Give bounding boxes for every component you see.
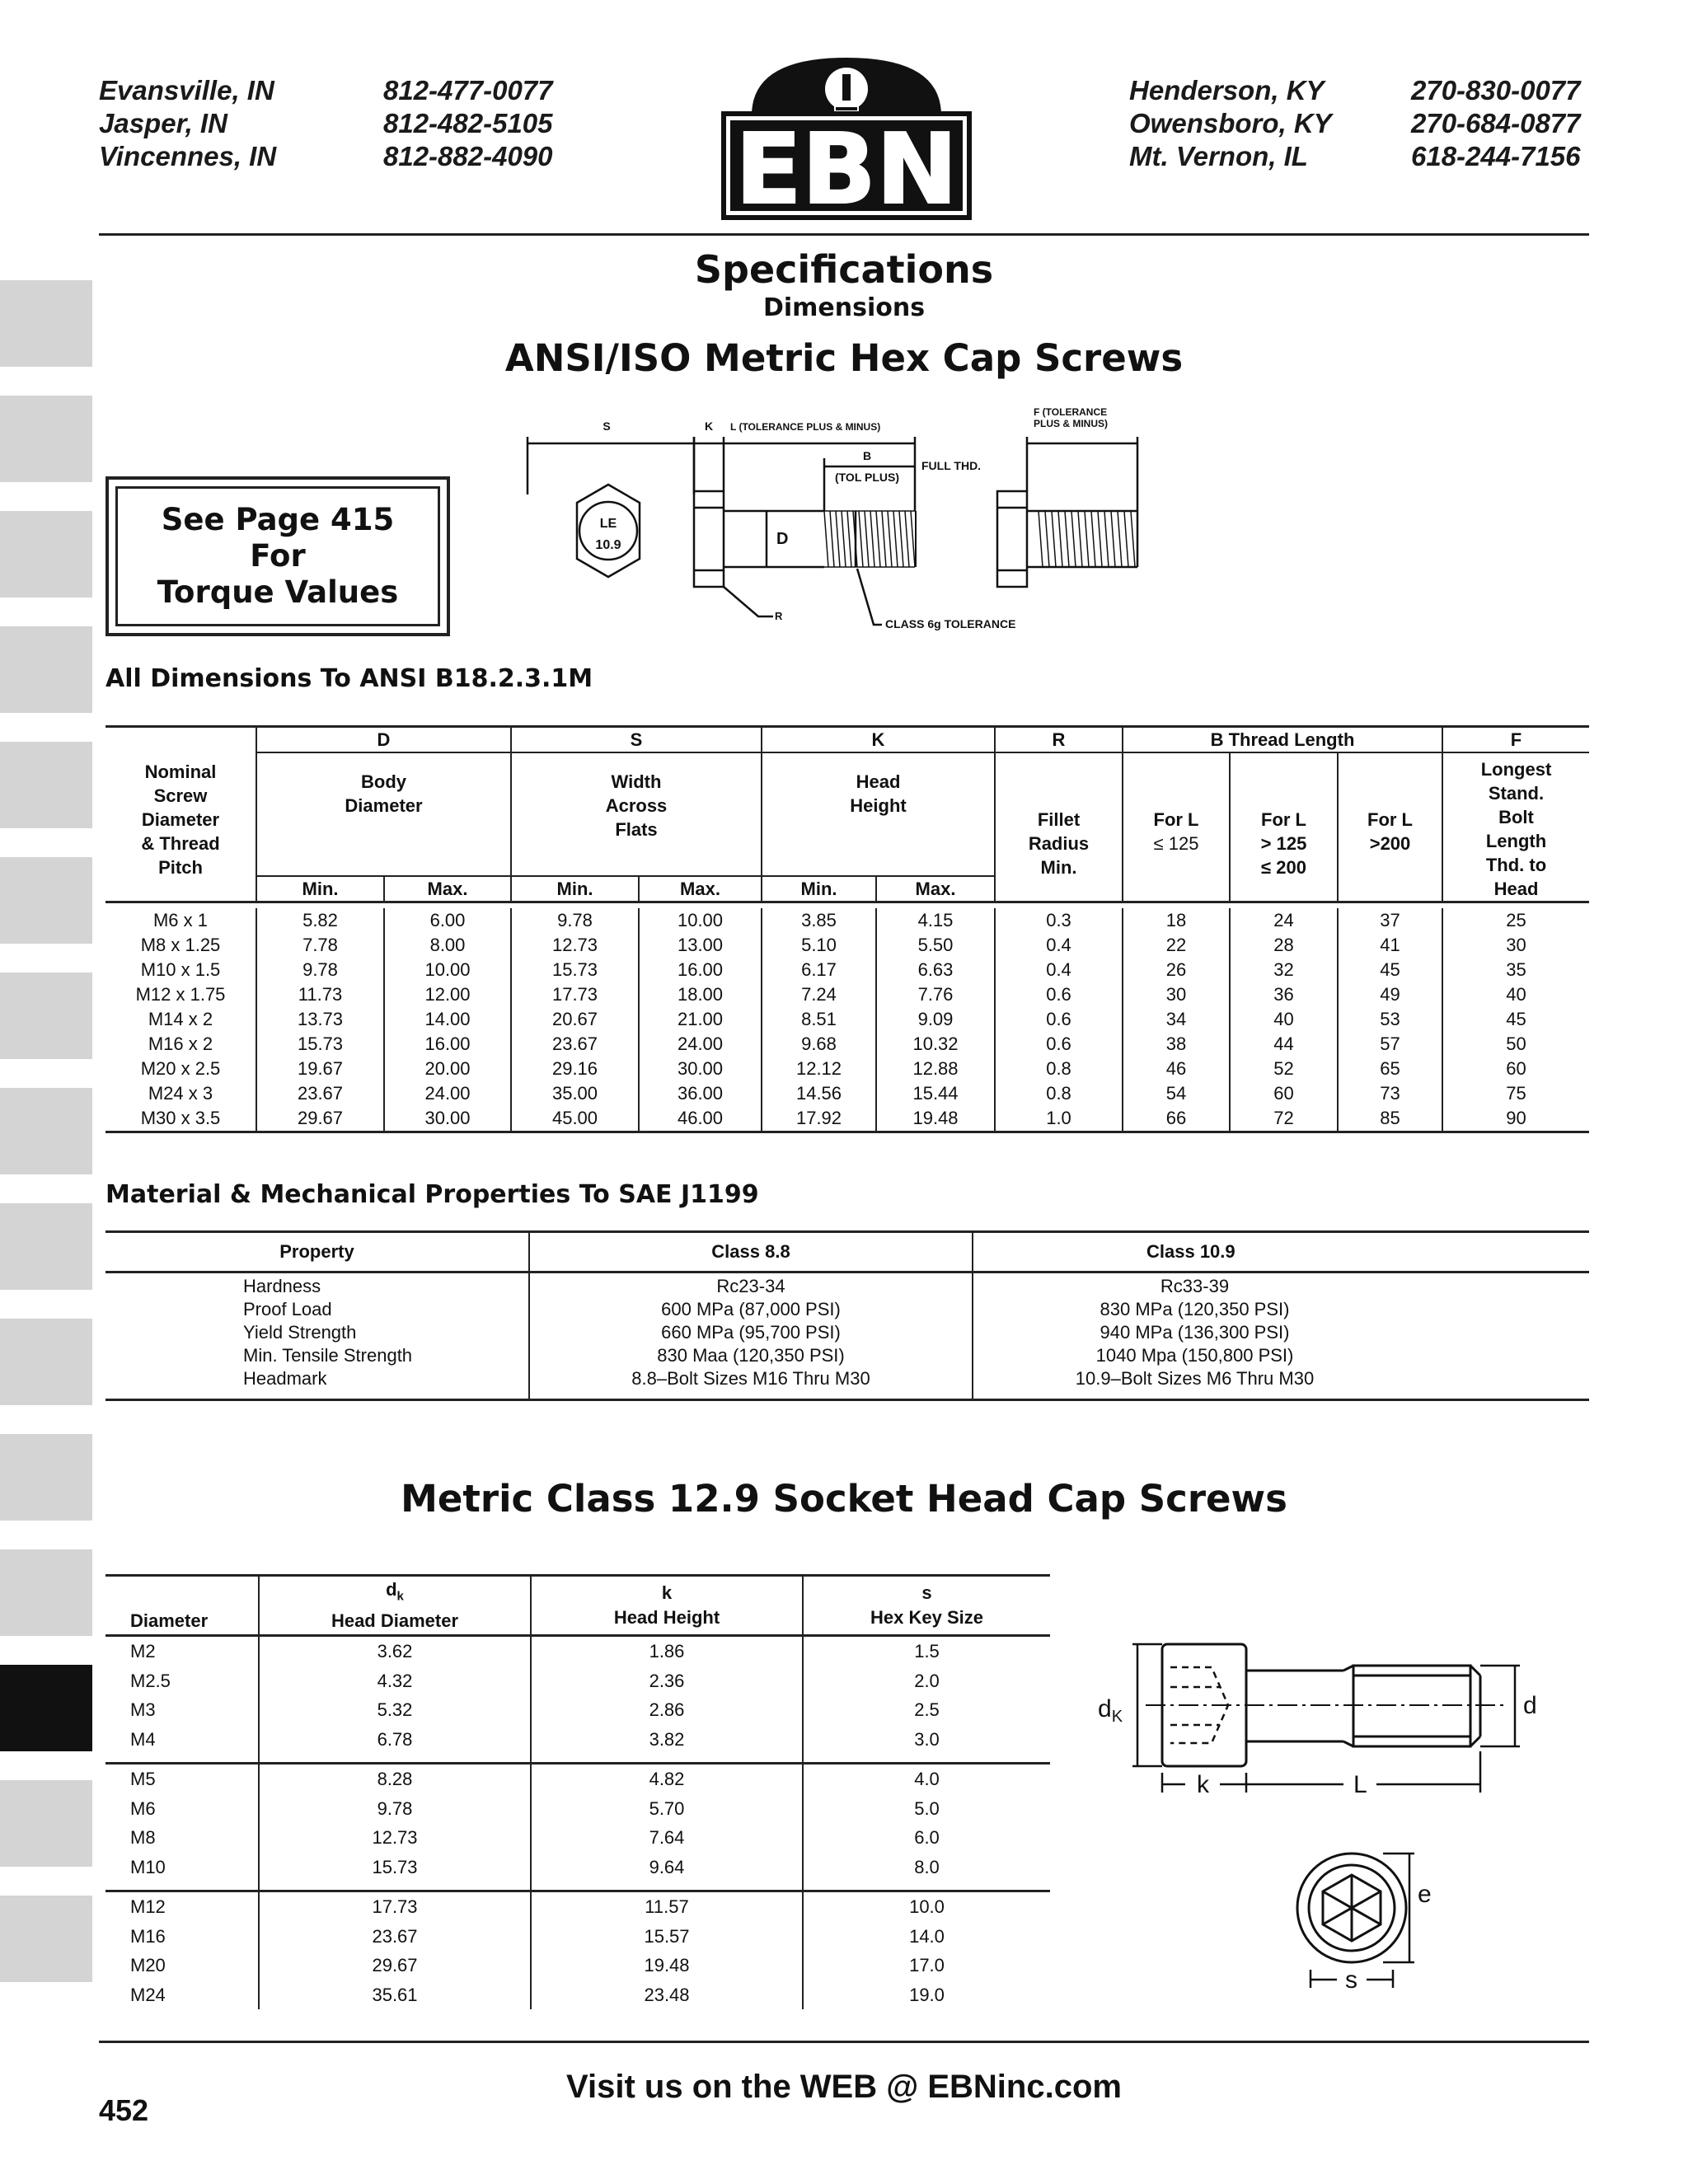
table-row bbox=[106, 1951, 1050, 1980]
table-cell: 20.00 bbox=[384, 1057, 511, 1081]
city: Owensboro, KY bbox=[1129, 108, 1332, 138]
table-cell: 23.67 bbox=[259, 1922, 531, 1952]
table-cell: 26 bbox=[1123, 958, 1230, 982]
table-cell: 3.82 bbox=[531, 1725, 803, 1755]
hex-dimensions-table bbox=[106, 725, 1589, 1133]
table-row bbox=[106, 1922, 1050, 1952]
side-tab[interactable] bbox=[0, 396, 92, 482]
side-tab[interactable] bbox=[0, 1203, 92, 1290]
side-tab[interactable] bbox=[0, 511, 92, 598]
footer-website-link[interactable]: Visit us on the WEB @ EBNinc.com bbox=[566, 2069, 1122, 2105]
table-cell: 28 bbox=[1230, 933, 1338, 958]
table-cell: 29.16 bbox=[511, 1057, 639, 1081]
table-cell: 1.0 bbox=[995, 1106, 1123, 1132]
header-right-phones bbox=[1411, 74, 1581, 173]
table-cell: M4 bbox=[130, 1728, 156, 1750]
torque-line: For bbox=[250, 538, 306, 574]
col-s: s Hex Key Size bbox=[803, 1576, 1050, 1636]
header-left-phones bbox=[383, 74, 553, 173]
table-row bbox=[106, 1891, 1050, 1922]
side-tab[interactable] bbox=[0, 1088, 92, 1174]
city: Henderson, KY bbox=[1129, 75, 1325, 105]
side-tab[interactable] bbox=[0, 857, 92, 944]
group-spacer bbox=[106, 1754, 1050, 1764]
table-cell: 24 bbox=[1230, 908, 1338, 933]
table-cell: 37 bbox=[1338, 908, 1442, 933]
table-cell: 0.6 bbox=[995, 1032, 1123, 1057]
k-label: k bbox=[1197, 1771, 1209, 1798]
table-row bbox=[106, 1007, 1589, 1032]
s-label: s bbox=[1345, 1966, 1357, 1994]
table-cell: 20.67 bbox=[511, 1007, 639, 1032]
table-row bbox=[106, 1823, 1050, 1853]
min-header: Min. bbox=[256, 876, 384, 902]
table-row bbox=[106, 1106, 1589, 1132]
table-cell: M2 bbox=[130, 1641, 156, 1662]
side-tab[interactable] bbox=[0, 626, 92, 713]
table-cell: 23.48 bbox=[531, 1980, 803, 2010]
table-cell: 6.0 bbox=[803, 1823, 1050, 1853]
table-cell: 15.73 bbox=[256, 1032, 384, 1057]
table-cell: 45 bbox=[1442, 1007, 1589, 1032]
table-cell: M24 bbox=[130, 1984, 166, 2005]
table-cell: M16 bbox=[130, 1925, 166, 1947]
table-cell: 10.0 bbox=[803, 1891, 1050, 1922]
headmark-le: LE bbox=[599, 517, 617, 531]
table-cell: 5.50 bbox=[876, 933, 995, 958]
torque-line: See Page 415 bbox=[161, 502, 395, 537]
table-cell: 40 bbox=[1442, 982, 1589, 1007]
col-fillet: Fillet Radius Min. bbox=[995, 752, 1123, 902]
table-cell: 9.78 bbox=[511, 908, 639, 933]
table-cell: 2.5 bbox=[803, 1695, 1050, 1725]
table-cell: M2.5 bbox=[130, 1670, 171, 1691]
col-for-l-125: For L ≤ 125 bbox=[1123, 752, 1230, 902]
table-cell: 6.78 bbox=[259, 1725, 531, 1755]
table-row bbox=[106, 1853, 1050, 1882]
table-cell: M14 x 2 bbox=[148, 1009, 213, 1029]
table-cell: 17.73 bbox=[259, 1891, 531, 1922]
page-subtitle: Dimensions bbox=[762, 293, 926, 322]
phone: 812-882-4090 bbox=[383, 141, 553, 171]
torque-values-box[interactable] bbox=[106, 476, 450, 636]
table-cell: 1.86 bbox=[531, 1636, 803, 1666]
col-for-l-over-200: For L >200 bbox=[1338, 752, 1442, 902]
table-cell: 1.5 bbox=[803, 1636, 1050, 1666]
table-cell: 4.82 bbox=[531, 1764, 803, 1794]
class-tol-label: CLASS 6g TOLERANCE bbox=[885, 617, 1016, 630]
table-cell: 8.28 bbox=[259, 1764, 531, 1794]
table-cell: 2.0 bbox=[803, 1666, 1050, 1696]
city: Evansville, IN bbox=[99, 75, 274, 105]
table-cell: 5.0 bbox=[803, 1794, 1050, 1824]
table-cell: 85 bbox=[1338, 1106, 1442, 1132]
e-label: e bbox=[1418, 1881, 1432, 1908]
group-spacer bbox=[106, 1882, 1050, 1891]
table-cell: 9.68 bbox=[762, 1032, 876, 1057]
table-cell: M30 x 3.5 bbox=[140, 1108, 221, 1128]
side-tab-active[interactable] bbox=[0, 1665, 92, 1751]
table-cell: 7.64 bbox=[531, 1823, 803, 1853]
table-cell: 19.48 bbox=[531, 1951, 803, 1980]
table-row bbox=[106, 1980, 1050, 2010]
table-cell: 45 bbox=[1338, 958, 1442, 982]
table-cell: M24 x 3 bbox=[148, 1083, 213, 1104]
f-label-1: F (TOLERANCE bbox=[1034, 406, 1108, 418]
max-header: Max. bbox=[384, 876, 511, 902]
table-row bbox=[106, 908, 1589, 933]
group-s: S bbox=[511, 727, 762, 753]
table-cell: 30.00 bbox=[639, 1057, 762, 1081]
l-label: L (TOLERANCE PLUS & MINUS) bbox=[730, 421, 881, 433]
table-cell: 7.76 bbox=[876, 982, 995, 1007]
max-header: Max. bbox=[639, 876, 762, 902]
city: Jasper, IN bbox=[99, 108, 227, 138]
table-cell: M3 bbox=[130, 1699, 156, 1721]
table-cell: 18.00 bbox=[639, 982, 762, 1007]
table-cell: 8.00 bbox=[384, 933, 511, 958]
table-cell: M20 bbox=[130, 1955, 166, 1976]
table-cell: 17.0 bbox=[803, 1951, 1050, 1980]
table-cell: 25 bbox=[1442, 908, 1589, 933]
table-cell: 9.78 bbox=[259, 1794, 531, 1824]
logo-text: EBN bbox=[735, 112, 958, 223]
dims-table-body bbox=[106, 908, 1589, 1132]
table-cell: 30 bbox=[1123, 982, 1230, 1007]
col-longest: Longest Stand. Bolt Length Thd. to Head bbox=[1442, 752, 1589, 902]
table-cell: 73 bbox=[1338, 1081, 1442, 1106]
table-cell: 4.32 bbox=[259, 1666, 531, 1696]
table-cell: 12.73 bbox=[511, 933, 639, 958]
l-label: L bbox=[1353, 1771, 1367, 1798]
torque-inner-frame bbox=[115, 486, 440, 626]
torque-line: Torque Values bbox=[157, 574, 399, 610]
table-row bbox=[106, 933, 1589, 958]
table-cell: 57 bbox=[1338, 1032, 1442, 1057]
table-cell: 5.10 bbox=[762, 933, 876, 958]
full-thd-label: FULL THD. bbox=[921, 459, 982, 472]
table-row bbox=[106, 982, 1589, 1007]
table-cell: 12.73 bbox=[259, 1823, 531, 1853]
table-cell: M8 bbox=[130, 1827, 156, 1849]
table-cell: 32 bbox=[1230, 958, 1338, 982]
table-cell: M6 x 1 bbox=[152, 910, 209, 930]
min-header: Min. bbox=[511, 876, 639, 902]
table-cell: 75 bbox=[1442, 1081, 1589, 1106]
col-k: k Head Height bbox=[531, 1576, 803, 1636]
table-cell: 0.4 bbox=[995, 933, 1123, 958]
r-label: R bbox=[775, 610, 783, 622]
table-row bbox=[106, 1057, 1589, 1081]
col-body-diameter: Body Diameter bbox=[256, 752, 511, 876]
table-cell: 3.85 bbox=[762, 908, 876, 933]
header-rule bbox=[99, 233, 1589, 236]
table-cell: M20 x 2.5 bbox=[140, 1058, 221, 1079]
headmark-class: 10.9 bbox=[595, 538, 621, 552]
side-tab[interactable] bbox=[0, 1319, 92, 1405]
table-cell: M5 bbox=[106, 1764, 259, 1794]
table-cell: 35 bbox=[1442, 958, 1589, 982]
table-cell: M8 x 1.25 bbox=[140, 935, 221, 955]
table-cell: 24.00 bbox=[384, 1081, 511, 1106]
table-cell: 0.6 bbox=[995, 982, 1123, 1007]
table-cell: 11.73 bbox=[256, 982, 384, 1007]
table-cell: 0.4 bbox=[995, 958, 1123, 982]
property-list: Hardness Proof Load Yield Strength Min. Tensile Strength Headmark bbox=[243, 1276, 413, 1389]
f-label-2: PLUS & MINUS) bbox=[1034, 418, 1108, 429]
group-d: D bbox=[256, 727, 511, 753]
table-row bbox=[106, 1081, 1589, 1106]
page-title: Specifications bbox=[694, 247, 994, 292]
table-cell: 0.6 bbox=[995, 1007, 1123, 1032]
dk-label: $d_K$ bbox=[1098, 1695, 1123, 1726]
table-cell: 29.67 bbox=[259, 1951, 531, 1980]
d-label: D bbox=[776, 530, 789, 548]
col-diameter: Diameter bbox=[106, 1576, 259, 1636]
table-cell: 17.73 bbox=[511, 982, 639, 1007]
side-tab[interactable] bbox=[0, 1549, 92, 1636]
table-cell: 15.44 bbox=[876, 1081, 995, 1106]
socket-table-body bbox=[106, 1636, 1050, 2010]
phone: 270-830-0077 bbox=[1411, 75, 1581, 105]
socket-head-table bbox=[106, 1574, 1050, 2009]
table-row bbox=[106, 1764, 1050, 1794]
table-cell: 9.64 bbox=[531, 1853, 803, 1882]
table-cell: 72 bbox=[1230, 1106, 1338, 1132]
table-cell: 4.15 bbox=[876, 908, 995, 933]
table-cell: M10 x 1.5 bbox=[140, 959, 221, 980]
max-header: Max. bbox=[876, 876, 995, 902]
col-dk: $d_k$ Head Diameter bbox=[259, 1576, 531, 1636]
table-cell: 3.0 bbox=[803, 1725, 1050, 1755]
col-class-109: Class 10.9 bbox=[973, 1232, 1589, 1272]
section-title-hex: ANSI/ISO Metric Hex Cap Screws bbox=[504, 336, 1184, 380]
table-cell: 44 bbox=[1230, 1032, 1338, 1057]
d-label: d bbox=[1523, 1692, 1537, 1719]
table-cell: 3.62 bbox=[259, 1636, 531, 1666]
table-cell: 7.78 bbox=[256, 933, 384, 958]
table-cell: 5.70 bbox=[531, 1794, 803, 1824]
table-cell: 6.63 bbox=[876, 958, 995, 982]
col-class-88: Class 8.8 bbox=[529, 1232, 973, 1272]
table-cell: 10.32 bbox=[876, 1032, 995, 1057]
b-label: B bbox=[862, 449, 872, 462]
page-number: 452 bbox=[99, 2093, 149, 2127]
table-cell: 23.67 bbox=[256, 1081, 384, 1106]
ebn-logo bbox=[719, 49, 974, 223]
class-88-values: Rc23-34 600 MPa (87,000 PSI) 660 MPa (95,700 PSI) 830 Maa (120,350 PSI) 8.8–Bolt Sizes M16 Thru M30 bbox=[529, 1272, 973, 1400]
table-cell: 15.73 bbox=[259, 1853, 531, 1882]
footer-rule bbox=[99, 2041, 1589, 2043]
group-f: F bbox=[1442, 727, 1589, 753]
table-cell: 30 bbox=[1442, 933, 1589, 958]
group-r: R bbox=[995, 727, 1123, 753]
phone: 812-477-0077 bbox=[383, 75, 553, 105]
table-cell: 7.24 bbox=[762, 982, 876, 1007]
table-cell: 29.67 bbox=[256, 1106, 384, 1132]
group-b: B Thread Length bbox=[1123, 727, 1442, 753]
table-cell: 9.09 bbox=[876, 1007, 995, 1032]
city: Vincennes, IN bbox=[99, 141, 277, 171]
table-cell: 0.8 bbox=[995, 1057, 1123, 1081]
table-cell: 19.67 bbox=[256, 1057, 384, 1081]
table-cell: 5.82 bbox=[256, 908, 384, 933]
table-cell: 35.61 bbox=[259, 1980, 531, 2010]
col-property: Property bbox=[106, 1232, 529, 1272]
socket-head-end-diagram bbox=[1286, 1838, 1492, 1994]
table-row bbox=[106, 1695, 1050, 1725]
table-cell: 36 bbox=[1230, 982, 1338, 1007]
table-cell: 22 bbox=[1123, 933, 1230, 958]
table-row bbox=[106, 1666, 1050, 1696]
table-cell: 41 bbox=[1338, 933, 1442, 958]
table-cell: 17.92 bbox=[762, 1106, 876, 1132]
table-cell: 2.36 bbox=[531, 1666, 803, 1696]
side-tab[interactable] bbox=[0, 742, 92, 828]
table-cell: 8.51 bbox=[762, 1007, 876, 1032]
table-cell: 11.57 bbox=[531, 1891, 803, 1922]
table-row bbox=[106, 1032, 1589, 1057]
table-cell: 5.32 bbox=[259, 1695, 531, 1725]
section-title-socket: Metric Class 12.9 Socket Head Cap Screws bbox=[401, 1477, 1287, 1521]
b-note: (TOL PLUS) bbox=[834, 471, 900, 484]
table-cell: 13.00 bbox=[639, 933, 762, 958]
table-cell: 53 bbox=[1338, 1007, 1442, 1032]
table-cell: 60 bbox=[1442, 1057, 1589, 1081]
table-cell: 10.00 bbox=[639, 908, 762, 933]
table-cell: 0.3 bbox=[995, 908, 1123, 933]
s-label: S bbox=[603, 419, 611, 433]
side-tab[interactable] bbox=[0, 1780, 92, 1867]
table-cell: 65 bbox=[1338, 1057, 1442, 1081]
table-cell: 23.67 bbox=[511, 1032, 639, 1057]
table-row bbox=[106, 1794, 1050, 1824]
header-right-cities bbox=[1129, 74, 1332, 173]
table-cell: 10.00 bbox=[384, 958, 511, 982]
table-cell: 30.00 bbox=[384, 1106, 511, 1132]
socket-head-side-diagram bbox=[1096, 1628, 1558, 1809]
table-cell: M6 bbox=[130, 1797, 156, 1819]
material-properties-table bbox=[106, 1230, 1589, 1401]
table-cell: 21.00 bbox=[639, 1007, 762, 1032]
city: Mt. Vernon, IL bbox=[1129, 141, 1308, 171]
table-cell: 60 bbox=[1230, 1081, 1338, 1106]
table-cell: 38 bbox=[1123, 1032, 1230, 1057]
class-109-values: Rc33-39 830 MPa (120,350 PSI) 940 MPa (136,300 PSI) 1040 Mpa (150,800 PSI) 10.9–Bolt Sizes M6 Thru M30 bbox=[973, 1272, 1589, 1400]
min-header: Min. bbox=[762, 876, 876, 902]
table-cell: M12 x 1.75 bbox=[135, 984, 226, 1005]
table-cell: 0.8 bbox=[995, 1081, 1123, 1106]
dims-heading: All Dimensions To ANSI B18.2.3.1M bbox=[106, 664, 593, 693]
table-cell: 12.12 bbox=[762, 1057, 876, 1081]
table-cell: 35.00 bbox=[511, 1081, 639, 1106]
table-cell: M16 x 2 bbox=[148, 1033, 213, 1054]
table-cell: M10 bbox=[130, 1856, 166, 1877]
table-cell: 19.0 bbox=[803, 1980, 1050, 2010]
phone: 618-244-7156 bbox=[1411, 141, 1581, 171]
table-cell: 24.00 bbox=[639, 1032, 762, 1057]
col-for-l-200: For L > 125 ≤ 200 bbox=[1230, 752, 1338, 902]
col-width-flats: Width Across Flats bbox=[511, 752, 762, 876]
table-cell: 90 bbox=[1442, 1106, 1589, 1132]
table-cell: 40 bbox=[1230, 1007, 1338, 1032]
table-cell: 16.00 bbox=[384, 1032, 511, 1057]
k-label: K bbox=[704, 419, 714, 433]
table-cell: 36.00 bbox=[639, 1081, 762, 1106]
table-cell: 19.48 bbox=[876, 1106, 995, 1132]
material-heading: Material & Mechanical Properties To SAE J1199 bbox=[106, 1180, 759, 1209]
phone: 270-684-0877 bbox=[1411, 108, 1581, 138]
hex-cap-screw-diagram bbox=[511, 404, 1170, 643]
side-tab[interactable] bbox=[0, 972, 92, 1059]
table-row bbox=[106, 1636, 1050, 1666]
col-nominal: Nominal Screw Diameter & Thread Pitch bbox=[106, 727, 256, 902]
table-cell: 13.73 bbox=[256, 1007, 384, 1032]
table-cell: 4.0 bbox=[803, 1764, 1050, 1794]
table-cell: 15.73 bbox=[511, 958, 639, 982]
table-cell: 18 bbox=[1123, 908, 1230, 933]
table-cell: 12.00 bbox=[384, 982, 511, 1007]
table-cell: 14.00 bbox=[384, 1007, 511, 1032]
col-head-height: Head Height bbox=[762, 752, 995, 876]
table-row bbox=[106, 1725, 1050, 1755]
group-k: K bbox=[762, 727, 995, 753]
table-cell: 8.0 bbox=[803, 1853, 1050, 1882]
table-cell: 45.00 bbox=[511, 1106, 639, 1132]
table-cell: 50 bbox=[1442, 1032, 1589, 1057]
table-cell: 9.78 bbox=[256, 958, 384, 982]
table-cell: 6.17 bbox=[762, 958, 876, 982]
phone: 812-482-5105 bbox=[383, 108, 553, 138]
table-cell: 46.00 bbox=[639, 1106, 762, 1132]
table-cell: M12 bbox=[106, 1891, 259, 1922]
table-cell: 2.86 bbox=[531, 1695, 803, 1725]
table-cell: 12.88 bbox=[876, 1057, 995, 1081]
side-tab[interactable] bbox=[0, 1896, 92, 1982]
table-cell: 66 bbox=[1123, 1106, 1230, 1132]
table-cell: 14.0 bbox=[803, 1922, 1050, 1952]
table-cell: 16.00 bbox=[639, 958, 762, 982]
table-cell: 54 bbox=[1123, 1081, 1230, 1106]
table-cell: 34 bbox=[1123, 1007, 1230, 1032]
table-row bbox=[106, 958, 1589, 982]
table-cell: 6.00 bbox=[384, 908, 511, 933]
table-cell: 14.56 bbox=[762, 1081, 876, 1106]
table-cell: 49 bbox=[1338, 982, 1442, 1007]
table-cell: 46 bbox=[1123, 1057, 1230, 1081]
table-cell: 52 bbox=[1230, 1057, 1338, 1081]
table-cell: 15.57 bbox=[531, 1922, 803, 1952]
header-left-cities bbox=[99, 74, 276, 173]
